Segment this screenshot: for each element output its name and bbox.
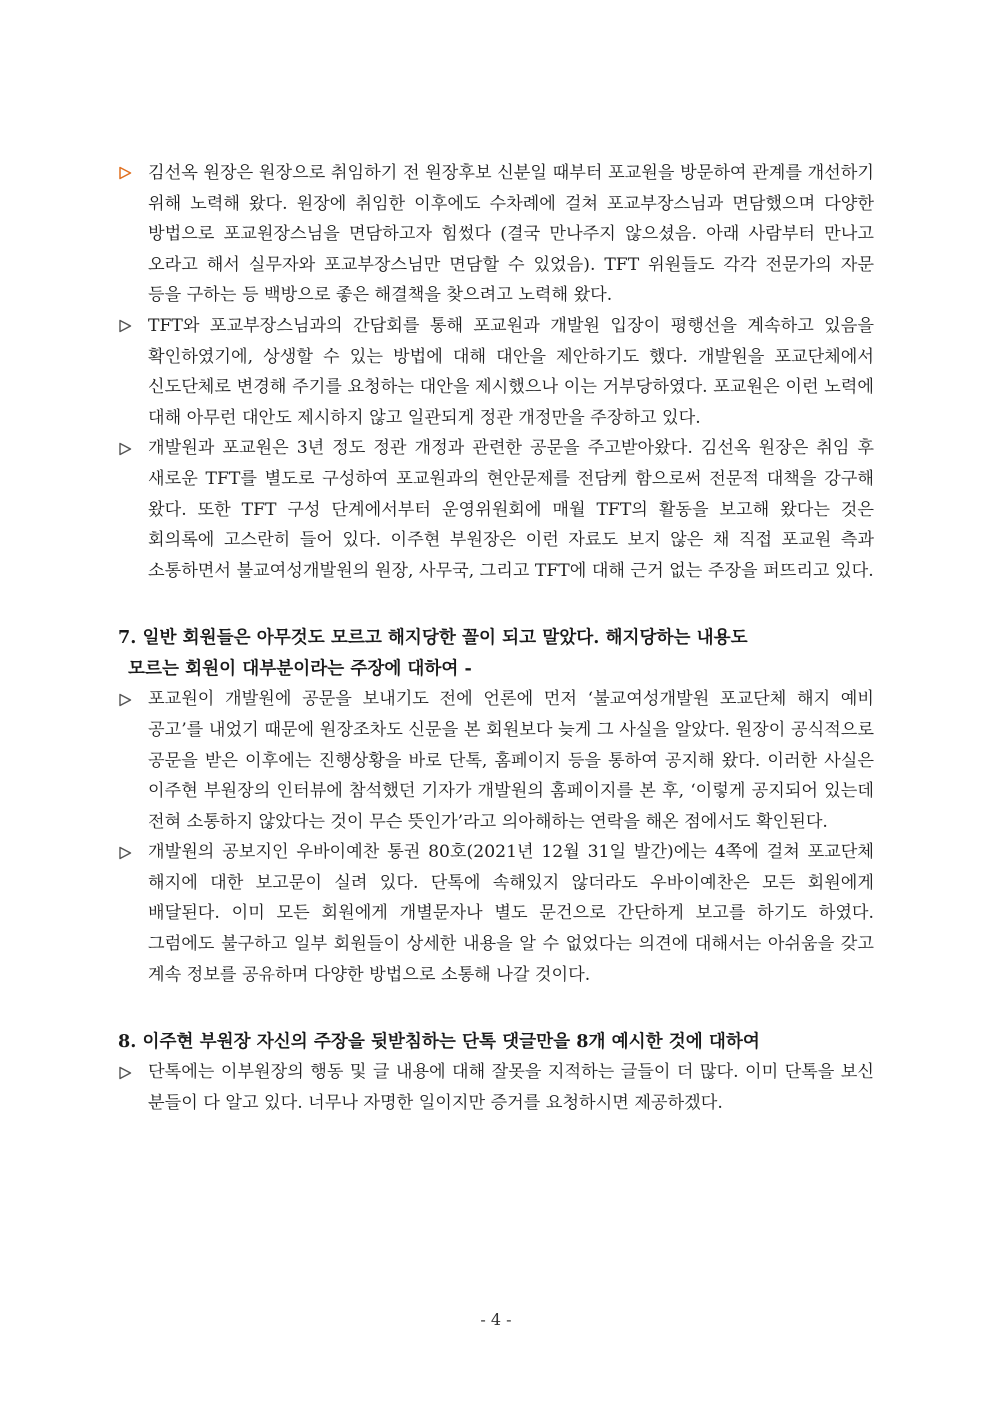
triangle-right-outline-icon — [118, 311, 140, 342]
bullet-text: 김선옥 원장은 원장으로 취임하기 전 원장후보 신분일 때부터 포교원을 방문하여 관계를 개선하기 위해 노력해 왔다. 원장에 취임한 이후에도 수차례에 걸쳐 포교부장스님과 면담했으며 다양한 방법으로 포교원장스님을 면담하고자 힘썼다 (결국 만나주지 않으셨음. 아래 사람부터 만나고 오라고 해서 실무자와 포교부장스님만 면담할 수 있었음). TFT 위원들도 각각 전문가의 자문 등을 구하는 등 백방으로 좋은 해결책을 찾으려고 노력해 왔다. — [148, 163, 874, 306]
bullet-text: 단톡에는 이부원장의 행동 및 글 내용에 대해 잘못을 지적하는 글들이 더 많다. 이미 단톡을 보신 분들이 다 알고 있다. 너무나 자명한 일이지만 증거를 요청하시면 제공하겠다. — [148, 1062, 874, 1113]
bullet-paragraph — [118, 837, 874, 990]
bullet-paragraph — [118, 158, 874, 311]
section-7-heading — [118, 622, 874, 684]
bullet-paragraph — [118, 433, 874, 586]
triangle-right-outline-icon — [118, 158, 140, 189]
triangle-right-outline-icon — [118, 1057, 140, 1088]
bullet-text: TFT와 포교부장스님과의 간담회를 통해 포교원과 개발원 입장이 평행선을 계속하고 있음을 확인하였기에, 상생할 수 있는 방법에 대해 대안을 제안하기도 했다. 개발원을 포교단체에서 신도단체로 변경해 주기를 요청하는 대안을 제시했으나 이는 거부당하였다. 포교원은 이런 노력에 대해 아무런 대안도 제시하지 않고 일관되게 정관 개정만을 주장하고 있다. — [148, 315, 874, 428]
bullet-paragraph — [118, 684, 874, 837]
document-body — [118, 158, 874, 1118]
page-number: - 4 - — [480, 1310, 512, 1329]
bullet-paragraph — [118, 1057, 874, 1118]
section-7-heading-line2: 모르는 회원이 대부분이라는 주장에 대하여 - — [128, 658, 472, 680]
section-8-heading: 8. 이주현 부원장 자신의 주장을 뒷받침하는 단톡 댓글만을 8개 예시한 것에 대하여 — [118, 1031, 760, 1053]
bullet-text: 포교원이 개발원에 공문을 보내기도 전에 언론에 먼저 ‘불교여성개발원 포교단체 해지 예비 공고’를 내었기 때문에 원장조차도 신문을 본 회원보다 늦게 그 사실을 알았다. 원장이 공식적으로 공문을 받은 이후에는 진행상황을 바로 단톡, 홈페이지 등을 통하여 공지해 왔다. 이러한 사실은 이주현 부원장의 인터뷰에 참석했던 기자가 개발원의 홈페이지를 본 후, ‘이렇게 공지되어 있는데 전혀 소통하지 않았다는 것이 무슨 뜻인가’라고 의아해하는 연락을 해온 점에서도 확인된다. — [148, 689, 874, 832]
bullet-text: 개발원과 포교원은 3년 정도 정관 개정과 관련한 공문을 주고받아왔다. 김선옥 원장은 취임 후 새로운 TFT를 별도로 구성하여 포교원과의 현안문제를 전담케 함으로써 전문적 대책을 강구해 왔다. 또한 TFT 구성 단계에서부터 운영위원회에 매월 TFT의 활동을 보고해 왔다는 것은 회의록에 고스란히 들어 있다. 이주현 부원장은 이런 자료도 보지 않은 채 직접 포교원 측과 소통하면서 불교여성개발원의 원장, 사무국, 그리고 TFT에 대해 근거 없는 주장을 퍼뜨리고 있다. — [148, 438, 874, 581]
triangle-right-outline-icon — [118, 433, 140, 464]
bullet-paragraph — [118, 311, 874, 433]
triangle-right-outline-icon — [118, 837, 140, 868]
triangle-right-outline-icon — [118, 684, 140, 715]
section-7-heading-line1: 7. 일반 회원들은 아무것도 모르고 해지당한 꼴이 되고 말았다. 해지당하는 내용도 — [118, 627, 748, 649]
bullet-text: 개발원의 공보지인 우바이예찬 통권 80호(2021년 12월 31일 발간)에는 4쪽에 걸쳐 포교단체 해지에 대한 보고문이 실려 있다. 단톡에 속해있지 않더라도 우바이예찬은 모든 회원에게 배달된다. 이미 모든 회원에게 개별문자나 별도 문건으로 간단하게 보고를 하기도 하였다. 그럼에도 불구하고 일부 회원들이 상세한 내용을 알 수 없었다는 의견에 대해서는 아쉬움을 갖고 계속 정보를 공유하며 다양한 방법으로 소통해 나갈 것이다. — [148, 842, 874, 985]
